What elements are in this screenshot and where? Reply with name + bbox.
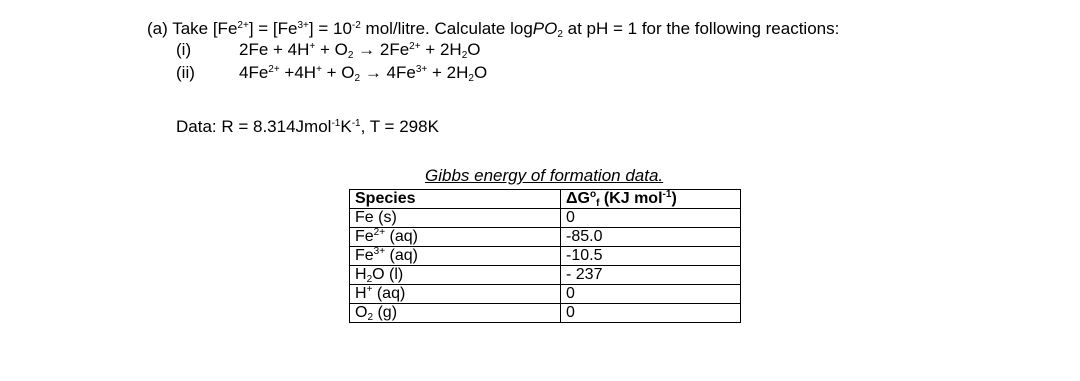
table-row	[350, 266, 741, 285]
table-row	[350, 209, 741, 228]
value-cell: 0	[561, 285, 741, 304]
table-row	[350, 304, 741, 323]
table-caption: Gibbs energy of formation data.	[425, 166, 664, 185]
value-cell: 0	[561, 304, 741, 323]
data-line: Data: $R = 8.314Jmol^{-1}K^{-1}$, T = 298K	[176, 117, 439, 136]
reaction-number: (i)	[176, 40, 192, 59]
value-cell: -10.5	[561, 247, 741, 266]
reaction-equation: $2Fe + 4H^+ + O_2 \to 2Fe^{2+} + 2H_2O$	[239, 40, 481, 61]
table-row	[350, 228, 741, 247]
column-header-species: Species	[350, 190, 561, 209]
value-cell: - 237	[561, 266, 741, 285]
column-header-delta-g: $\Delta G^o_f$ (KJ mol$^{-1}$)	[561, 190, 741, 209]
reaction-equation: $4Fe^{2+} +4H^+ + O_2 \to 4Fe^{3+} + 2H_2O$	[239, 63, 488, 84]
species-cell: $Fe^{3+}$ (aq)	[350, 247, 561, 266]
gibbs-energy-table	[349, 189, 741, 323]
table-row	[350, 247, 741, 266]
reaction-number: (ii)	[176, 63, 195, 82]
value-cell: 0	[561, 209, 741, 228]
table-row	[350, 285, 741, 304]
species-cell: $H_2O$ (l)	[350, 266, 561, 285]
species-cell: H+ (aq)	[350, 285, 561, 304]
species-cell: Fe (s)	[350, 209, 561, 228]
question-intro: (a) Take $[Fe^{2+}] = [Fe^{3+}] = 10^{-2}$ mol/litre. Calculate logPO$_2$ at pH = 1 for the following reactions:	[147, 19, 840, 40]
value-cell: -85.0	[561, 228, 741, 247]
species-cell: $O_2$ (g)	[350, 304, 561, 323]
question-label: (a)	[147, 19, 168, 38]
species-cell: $Fe^{2+}$ (aq)	[350, 228, 561, 247]
table-header-row	[350, 190, 741, 209]
